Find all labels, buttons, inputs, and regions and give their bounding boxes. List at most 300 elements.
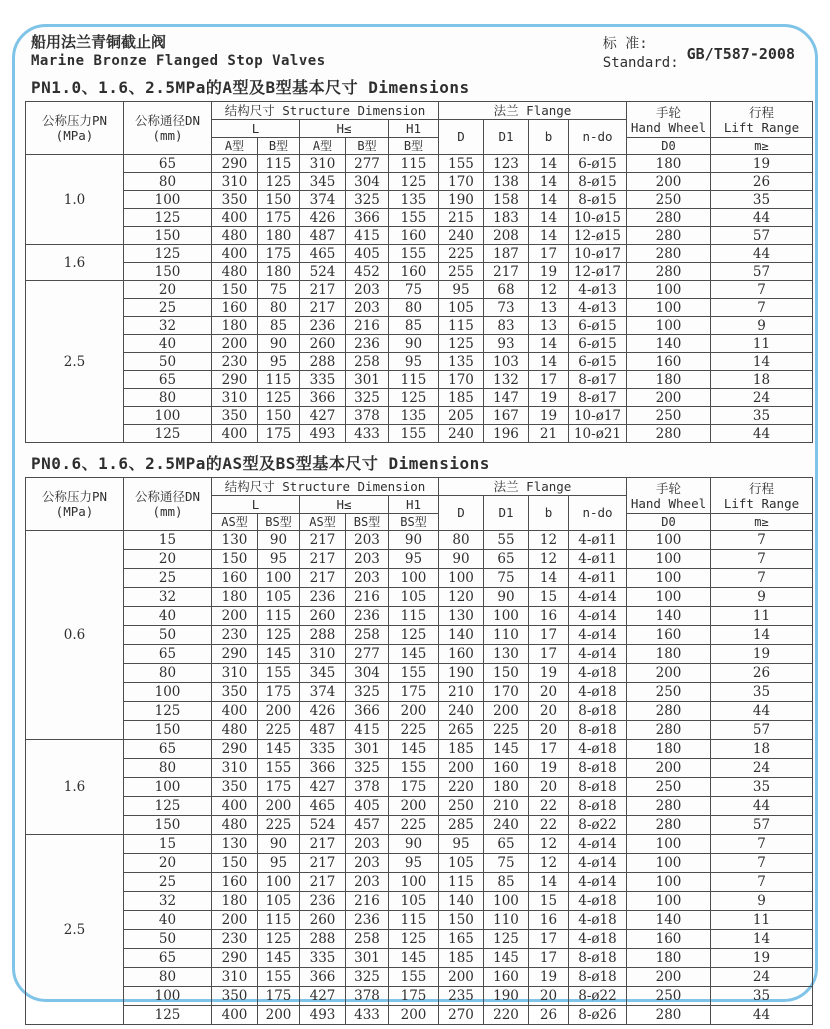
value-cell: 4-ø11 <box>569 531 627 550</box>
value-cell: 44 <box>711 702 813 721</box>
value-cell: 4-ø14 <box>569 873 627 892</box>
value-cell: 175 <box>258 778 300 797</box>
value-cell: 258 <box>346 626 389 645</box>
table-row <box>26 797 813 816</box>
value-cell: 457 <box>346 816 389 835</box>
value-cell: 335 <box>300 740 346 759</box>
value-cell: 8-ø18 <box>569 968 627 987</box>
table-row <box>26 531 813 550</box>
value-cell: 250 <box>627 987 711 1006</box>
value-cell: 230 <box>212 626 258 645</box>
value-cell: 57 <box>711 816 813 835</box>
col-header-m: m≥ <box>711 514 813 531</box>
value-cell: 200 <box>627 759 711 778</box>
value-cell: 19 <box>529 407 569 425</box>
value-cell: 145 <box>484 949 529 968</box>
value-cell: 11 <box>711 607 813 626</box>
col-header-d0: D0 <box>627 514 711 531</box>
value-cell: 203 <box>346 281 389 299</box>
value-cell: 180 <box>212 588 258 607</box>
value-cell: 280 <box>627 227 711 245</box>
value-cell: 35 <box>711 778 813 797</box>
value-cell: 90 <box>258 531 300 550</box>
value-cell: 487 <box>300 721 346 740</box>
col-header-handwheel <box>627 478 711 514</box>
value-cell: 8-ø17 <box>569 389 627 407</box>
value-cell: 203 <box>346 569 389 588</box>
value-cell: 125 <box>439 335 484 353</box>
title-block <box>31 33 326 70</box>
value-cell: 217 <box>300 569 346 588</box>
value-cell: 150 <box>212 854 258 873</box>
value-cell: 280 <box>627 1006 711 1025</box>
value-cell: 200 <box>212 335 258 353</box>
value-cell: 95 <box>389 353 439 371</box>
value-cell: 123 <box>484 155 529 173</box>
value-cell: 480 <box>212 721 258 740</box>
value-cell: 8-ø22 <box>569 816 627 835</box>
value-cell: 175 <box>389 683 439 702</box>
table-row <box>26 873 813 892</box>
value-cell: 452 <box>346 263 389 281</box>
value-cell: 10-ø17 <box>569 407 627 425</box>
value-cell: 210 <box>439 683 484 702</box>
col-header-d: D <box>439 496 484 531</box>
value-cell: 90 <box>389 835 439 854</box>
col-header-h: H≤ <box>300 120 389 138</box>
value-cell: 150 <box>124 721 212 740</box>
pn-group-cell: 2.5 <box>26 835 124 1025</box>
value-cell: 183 <box>484 209 529 227</box>
value-cell: 7 <box>711 854 813 873</box>
value-cell: 180 <box>258 263 300 281</box>
value-cell: 240 <box>439 227 484 245</box>
value-cell: 140 <box>439 892 484 911</box>
value-cell: 100 <box>627 299 711 317</box>
col-header-lift-en: Lift Range <box>723 495 800 511</box>
value-cell: 35 <box>711 987 813 1006</box>
value-cell: 120 <box>439 588 484 607</box>
value-cell: 304 <box>346 173 389 191</box>
value-cell: 9 <box>711 892 813 911</box>
value-cell: 350 <box>212 683 258 702</box>
value-cell: 465 <box>300 797 346 816</box>
table-row <box>26 987 813 1006</box>
col-header-b: b <box>529 120 569 155</box>
value-cell: 75 <box>258 281 300 299</box>
value-cell: 4-ø18 <box>569 740 627 759</box>
value-cell: 138 <box>484 173 529 191</box>
value-cell: 200 <box>258 797 300 816</box>
value-cell: 288 <box>300 930 346 949</box>
value-cell: 165 <box>439 930 484 949</box>
value-cell: 160 <box>212 873 258 892</box>
value-cell: 100 <box>258 873 300 892</box>
value-cell: 203 <box>346 299 389 317</box>
value-cell: 180 <box>627 949 711 968</box>
value-cell: 150 <box>124 263 212 281</box>
value-cell: 95 <box>258 854 300 873</box>
value-cell: 190 <box>439 664 484 683</box>
value-cell: 57 <box>711 263 813 281</box>
value-cell: 400 <box>212 425 258 443</box>
value-cell: 80 <box>439 531 484 550</box>
value-cell: 12-ø17 <box>569 263 627 281</box>
value-cell: 65 <box>124 740 212 759</box>
table-row <box>26 191 813 209</box>
value-cell: 280 <box>627 797 711 816</box>
col-header-flange: 法兰 Flange <box>439 102 627 120</box>
col-header-dn-cn: 公称通径DN <box>134 489 201 504</box>
value-cell: 10-ø21 <box>569 425 627 443</box>
value-cell: 304 <box>346 664 389 683</box>
col-header-ndo: n-do <box>569 120 627 155</box>
value-cell: 100 <box>627 892 711 911</box>
value-cell: 100 <box>627 569 711 588</box>
value-cell: 55 <box>484 531 529 550</box>
value-cell: 12 <box>529 550 569 569</box>
col-header-pn <box>26 102 124 155</box>
value-cell: 17 <box>529 930 569 949</box>
value-cell: 100 <box>484 607 529 626</box>
document-page <box>12 24 818 1023</box>
value-cell: 12-ø15 <box>569 227 627 245</box>
value-cell: 200 <box>258 702 300 721</box>
col-header-type-bs: BS型 <box>389 514 439 531</box>
col-header-dn <box>124 102 212 155</box>
value-cell: 260 <box>300 607 346 626</box>
section-title-1: PN1.0、1.6、2.5MPa的A型及B型基本尺寸 Dimensions <box>31 78 470 97</box>
value-cell: 426 <box>300 702 346 721</box>
value-cell: 4-ø11 <box>569 550 627 569</box>
value-cell: 170 <box>439 371 484 389</box>
value-cell: 32 <box>124 588 212 607</box>
table-row <box>26 569 813 588</box>
col-header-dn <box>124 478 212 531</box>
value-cell: 350 <box>212 191 258 209</box>
value-cell: 125 <box>389 173 439 191</box>
value-cell: 115 <box>258 371 300 389</box>
value-cell: 175 <box>258 683 300 702</box>
value-cell: 350 <box>212 778 258 797</box>
value-cell: 44 <box>711 1006 813 1025</box>
col-header-handwheel-en: Hand Wheel <box>630 119 707 135</box>
value-cell: 24 <box>711 389 813 407</box>
value-cell: 158 <box>484 191 529 209</box>
value-cell: 8-ø18 <box>569 702 627 721</box>
value-cell: 20 <box>529 702 569 721</box>
value-cell: 378 <box>346 778 389 797</box>
table-row <box>26 911 813 930</box>
standard-label-cn: 标 准: <box>602 36 648 52</box>
value-cell: 160 <box>439 645 484 664</box>
col-header-l: L <box>212 120 300 138</box>
value-cell: 150 <box>124 227 212 245</box>
value-cell: 325 <box>346 683 389 702</box>
value-cell: 125 <box>124 425 212 443</box>
value-cell: 215 <box>439 209 484 227</box>
value-cell: 22 <box>529 797 569 816</box>
value-cell: 400 <box>212 245 258 263</box>
value-cell: 400 <box>212 702 258 721</box>
value-cell: 310 <box>300 645 346 664</box>
value-cell: 217 <box>300 854 346 873</box>
value-cell: 200 <box>627 173 711 191</box>
col-header-handwheel-cn: 手轮 <box>655 480 681 496</box>
col-header-type-as: AS型 <box>212 514 258 531</box>
value-cell: 400 <box>212 209 258 227</box>
value-cell: 160 <box>484 759 529 778</box>
value-cell: 65 <box>124 155 212 173</box>
value-cell: 155 <box>439 155 484 173</box>
col-header-lift-cn: 行程 <box>748 104 774 120</box>
value-cell: 95 <box>258 353 300 371</box>
col-header-pn-unit: (MPa) <box>55 128 94 143</box>
value-cell: 155 <box>258 664 300 683</box>
value-cell: 180 <box>627 740 711 759</box>
value-cell: 200 <box>212 911 258 930</box>
value-cell: 366 <box>346 209 389 227</box>
col-header-m: m≥ <box>711 138 813 155</box>
value-cell: 90 <box>258 835 300 854</box>
value-cell: 180 <box>627 155 711 173</box>
value-cell: 345 <box>300 173 346 191</box>
table-row <box>26 389 813 407</box>
col-header-dn-unit: (mm) <box>152 504 183 519</box>
value-cell: 8-ø18 <box>569 759 627 778</box>
value-cell: 14 <box>711 626 813 645</box>
table-row <box>26 664 813 683</box>
value-cell: 185 <box>439 740 484 759</box>
value-cell: 7 <box>711 299 813 317</box>
value-cell: 4-ø18 <box>569 683 627 702</box>
table-row <box>26 892 813 911</box>
table-row <box>26 626 813 645</box>
value-cell: 310 <box>212 664 258 683</box>
value-cell: 65 <box>484 835 529 854</box>
value-cell: 90 <box>389 531 439 550</box>
value-cell: 175 <box>258 245 300 263</box>
value-cell: 160 <box>627 626 711 645</box>
value-cell: 9 <box>711 317 813 335</box>
value-cell: 135 <box>439 353 484 371</box>
value-cell: 35 <box>711 683 813 702</box>
value-cell: 493 <box>300 425 346 443</box>
col-header-b: b <box>529 496 569 531</box>
value-cell: 325 <box>346 191 389 209</box>
value-cell: 217 <box>484 263 529 281</box>
value-cell: 277 <box>346 155 389 173</box>
value-cell: 160 <box>212 569 258 588</box>
value-cell: 50 <box>124 930 212 949</box>
value-cell: 8-ø15 <box>569 191 627 209</box>
value-cell: 11 <box>711 911 813 930</box>
value-cell: 83 <box>484 317 529 335</box>
value-cell: 25 <box>124 873 212 892</box>
value-cell: 32 <box>124 892 212 911</box>
value-cell: 366 <box>300 389 346 407</box>
value-cell: 15 <box>529 588 569 607</box>
value-cell: 217 <box>300 299 346 317</box>
value-cell: 16 <box>529 911 569 930</box>
value-cell: 203 <box>346 835 389 854</box>
section-title-2: PN0.6、1.6、2.5MPa的AS型及BS型基本尺寸 Dimensions <box>31 454 490 473</box>
value-cell: 14 <box>529 173 569 191</box>
value-cell: 236 <box>300 588 346 607</box>
value-cell: 130 <box>212 835 258 854</box>
table-row <box>26 353 813 371</box>
title-english: Marine Bronze Flanged Stop Valves <box>31 53 326 69</box>
value-cell: 100 <box>389 873 439 892</box>
value-cell: 7 <box>711 531 813 550</box>
value-cell: 13 <box>529 299 569 317</box>
value-cell: 100 <box>627 281 711 299</box>
value-cell: 40 <box>124 911 212 930</box>
value-cell: 200 <box>389 702 439 721</box>
table-row <box>26 854 813 873</box>
value-cell: 14 <box>529 227 569 245</box>
value-cell: 187 <box>484 245 529 263</box>
value-cell: 155 <box>389 759 439 778</box>
value-cell: 155 <box>389 425 439 443</box>
value-cell: 216 <box>346 892 389 911</box>
value-cell: 366 <box>300 759 346 778</box>
value-cell: 125 <box>258 930 300 949</box>
value-cell: 93 <box>484 335 529 353</box>
value-cell: 26 <box>711 664 813 683</box>
value-cell: 160 <box>389 227 439 245</box>
col-header-handwheel-en: Hand Wheel <box>630 495 707 511</box>
value-cell: 25 <box>124 299 212 317</box>
value-cell: 20 <box>529 683 569 702</box>
value-cell: 4-ø14 <box>569 854 627 873</box>
table-row <box>26 949 813 968</box>
table-row <box>26 550 813 569</box>
value-cell: 105 <box>258 892 300 911</box>
value-cell: 145 <box>389 740 439 759</box>
value-cell: 217 <box>300 873 346 892</box>
value-cell: 17 <box>529 740 569 759</box>
value-cell: 155 <box>389 209 439 227</box>
value-cell: 17 <box>529 626 569 645</box>
value-cell: 125 <box>484 930 529 949</box>
table-row <box>26 759 813 778</box>
value-cell: 80 <box>389 299 439 317</box>
col-header-handwheel <box>627 102 711 138</box>
value-cell: 200 <box>212 607 258 626</box>
value-cell: 250 <box>627 407 711 425</box>
value-cell: 110 <box>484 911 529 930</box>
value-cell: 203 <box>346 854 389 873</box>
col-header-type-a: A型 <box>212 138 258 155</box>
value-cell: 8-ø15 <box>569 173 627 191</box>
table-row <box>26 227 813 245</box>
value-cell: 24 <box>711 759 813 778</box>
value-cell: 14 <box>529 335 569 353</box>
value-cell: 125 <box>258 626 300 645</box>
value-cell: 145 <box>258 645 300 664</box>
value-cell: 125 <box>124 1006 212 1025</box>
col-header-handwheel-cn: 手轮 <box>655 104 681 120</box>
table-row <box>26 778 813 797</box>
value-cell: 4-ø14 <box>569 626 627 645</box>
value-cell: 203 <box>346 531 389 550</box>
value-cell: 290 <box>212 155 258 173</box>
value-cell: 208 <box>484 227 529 245</box>
value-cell: 236 <box>300 317 346 335</box>
value-cell: 150 <box>212 550 258 569</box>
value-cell: 7 <box>711 873 813 892</box>
table-row <box>26 645 813 664</box>
value-cell: 6-ø15 <box>569 155 627 173</box>
value-cell: 200 <box>484 702 529 721</box>
value-cell: 270 <box>439 1006 484 1025</box>
value-cell: 17 <box>529 371 569 389</box>
value-cell: 433 <box>346 425 389 443</box>
table-row <box>26 683 813 702</box>
table-row <box>26 209 813 227</box>
value-cell: 175 <box>258 987 300 1006</box>
col-header-structure: 结构尺寸 Structure Dimension <box>212 102 439 120</box>
value-cell: 7 <box>711 835 813 854</box>
value-cell: 240 <box>484 816 529 835</box>
value-cell: 85 <box>484 873 529 892</box>
value-cell: 80 <box>124 173 212 191</box>
value-cell: 100 <box>124 191 212 209</box>
value-cell: 427 <box>300 407 346 425</box>
value-cell: 4-ø18 <box>569 911 627 930</box>
value-cell: 14 <box>529 873 569 892</box>
value-cell: 335 <box>300 949 346 968</box>
value-cell: 190 <box>439 191 484 209</box>
value-cell: 196 <box>484 425 529 443</box>
value-cell: 80 <box>124 968 212 987</box>
value-cell: 20 <box>124 281 212 299</box>
value-cell: 22 <box>529 816 569 835</box>
col-header-h1: H1 <box>389 496 439 514</box>
value-cell: 145 <box>484 740 529 759</box>
value-cell: 44 <box>711 209 813 227</box>
value-cell: 17 <box>529 245 569 263</box>
value-cell: 217 <box>300 531 346 550</box>
col-header-h: H≤ <box>300 496 389 514</box>
value-cell: 44 <box>711 425 813 443</box>
standard-block <box>603 35 795 73</box>
value-cell: 50 <box>124 626 212 645</box>
value-cell: 105 <box>389 588 439 607</box>
value-cell: 415 <box>346 721 389 740</box>
value-cell: 160 <box>484 968 529 987</box>
table-row <box>26 245 813 263</box>
value-cell: 125 <box>389 626 439 645</box>
col-header-type-b: B型 <box>258 138 300 155</box>
pn-group-cell: 1.6 <box>26 245 124 281</box>
value-cell: 105 <box>389 892 439 911</box>
col-header-l: L <box>212 496 300 514</box>
value-cell: 288 <box>300 626 346 645</box>
value-cell: 200 <box>439 968 484 987</box>
value-cell: 325 <box>346 759 389 778</box>
value-cell: 325 <box>346 968 389 987</box>
value-cell: 210 <box>484 797 529 816</box>
value-cell: 366 <box>346 702 389 721</box>
value-cell: 90 <box>484 588 529 607</box>
value-cell: 240 <box>439 425 484 443</box>
value-cell: 160 <box>627 930 711 949</box>
value-cell: 35 <box>711 407 813 425</box>
value-cell: 125 <box>258 173 300 191</box>
value-cell: 175 <box>258 425 300 443</box>
